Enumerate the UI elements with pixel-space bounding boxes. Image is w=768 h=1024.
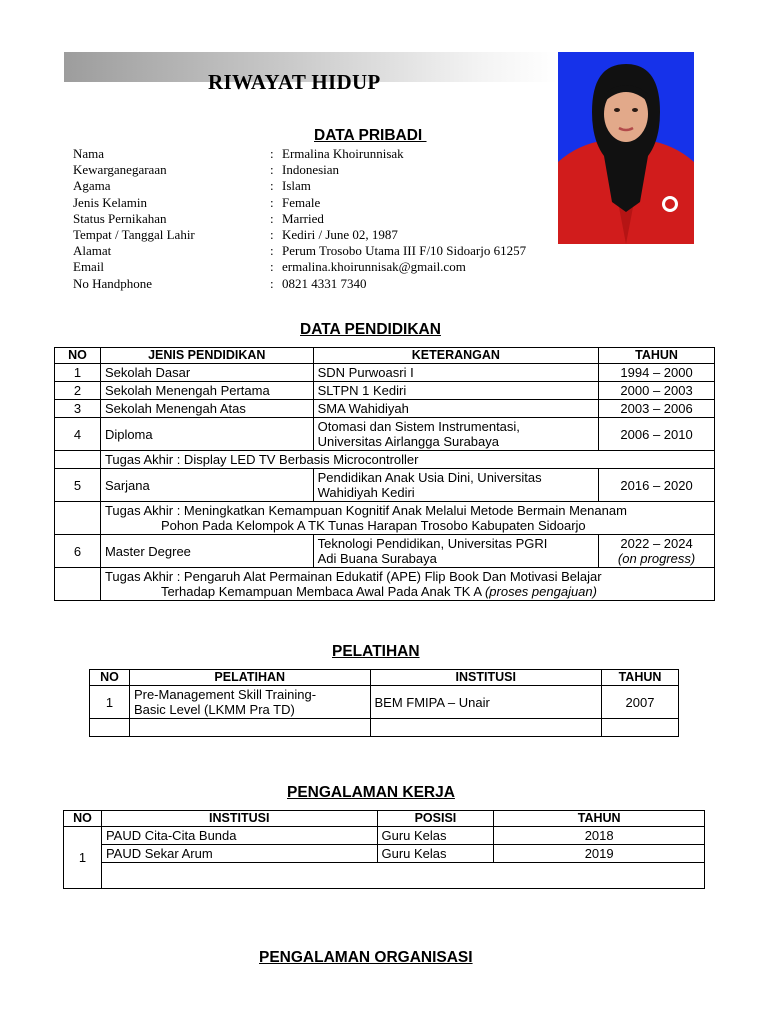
- work-institution: PAUD Sekar Arum: [101, 845, 377, 863]
- field-value: 0821 4331 7340: [282, 275, 367, 291]
- education-table: [54, 347, 715, 601]
- field-label: Nama: [73, 146, 105, 161]
- personal-row-agama: [73, 178, 526, 194]
- field-label: Alamat: [73, 243, 112, 259]
- detail-line: Adi Buana Surabaya: [317, 551, 437, 566]
- empty-cell: [101, 863, 704, 889]
- training-year: 2007: [602, 686, 679, 719]
- thesis-note: Tugas Akhir : Display LED TV Berbasis Microcontroller: [100, 451, 714, 469]
- colon: :: [270, 243, 274, 259]
- colon: :: [270, 194, 274, 210]
- detail-line: Wahidiyah Kediri: [317, 485, 415, 500]
- education-year: 2006 – 2010: [599, 418, 715, 451]
- column-header: INSTITUSI: [370, 670, 602, 686]
- education-year: 2000 – 2003: [599, 382, 715, 400]
- training-line: Basic Level (LKMM Pra TD): [133, 702, 295, 717]
- section-title-organisasi: PENGALAMAN ORGANISASI: [259, 949, 473, 966]
- column-header: NO: [90, 670, 130, 686]
- training-table: [89, 669, 679, 737]
- education-detail: SLTPN 1 Kediri: [313, 382, 599, 400]
- table-row: [55, 364, 715, 382]
- page-title: RIWAYAT HIDUP: [208, 70, 381, 94]
- year-status: (on progress): [617, 551, 696, 566]
- detail-line: Universitas Airlangga Surabaya: [317, 434, 499, 449]
- row-number: 5: [55, 469, 101, 502]
- note-status: (proses pengajuan): [484, 584, 597, 599]
- row-number: 1: [64, 827, 102, 889]
- education-type: Sekolah Menengah Pertama: [100, 382, 313, 400]
- table-note-row: [55, 451, 715, 469]
- personal-row-ttl: [73, 227, 526, 243]
- colon: :: [270, 210, 274, 226]
- field-label: Status Pernikahan: [73, 210, 167, 226]
- work-table: [63, 810, 705, 889]
- education-detail: SDN Purwoasri I: [313, 364, 599, 382]
- table-row: [55, 382, 715, 400]
- year-line: 2022 – 2024: [620, 536, 693, 551]
- empty-cell: [602, 719, 679, 737]
- field-value: Ermalina Khoirunnisak: [282, 146, 404, 161]
- thesis-note: [100, 502, 714, 535]
- table-row: [64, 827, 705, 845]
- colon: :: [270, 162, 274, 178]
- training-institution: BEM FMIPA – Unair: [370, 686, 602, 719]
- personal-row-email: [73, 259, 526, 275]
- empty-cell: [370, 719, 602, 737]
- column-header: INSTITUSI: [101, 811, 377, 827]
- table-row-empty: [90, 719, 679, 737]
- education-year: 1994 – 2000: [599, 364, 715, 382]
- section-title-pribadi: DATA PRIBADI: [314, 127, 427, 144]
- table-header-row: [64, 811, 705, 827]
- note-line: Tugas Akhir : Pengaruh Alat Permainan Edukatif (APE) Flip Book Dan Motivasi Belajar: [104, 569, 602, 584]
- table-row: [55, 418, 715, 451]
- colon: :: [270, 259, 274, 275]
- detail-line: Teknologi Pendidikan, Universitas PGRI: [317, 536, 548, 551]
- note-line: Pohon Pada Kelompok A TK Tunas Harapan Trosobo Kabupaten Sidoarjo: [160, 518, 586, 533]
- thesis-note: [100, 568, 714, 601]
- training-line: Pre-Management Skill Training-: [133, 687, 317, 702]
- column-header: POSISI: [377, 811, 494, 827]
- table-header-row: [90, 670, 679, 686]
- table-note-row: [55, 568, 715, 601]
- empty-cell: [55, 568, 101, 601]
- education-year: 2016 – 2020: [599, 469, 715, 502]
- colon: :: [270, 226, 274, 242]
- personal-row-handphone: [73, 276, 526, 292]
- table-row: [55, 535, 715, 568]
- note-line: Tugas Akhir : Meningkatkan Kemampuan Kognitif Anak Melalui Metode Bermain Menanam: [104, 503, 627, 518]
- table-row: [64, 845, 705, 863]
- field-value: ermalina.khoirunnisak@gmail.com: [282, 259, 466, 275]
- table-row: [55, 469, 715, 502]
- row-number: 1: [55, 364, 101, 382]
- table-note-row: [55, 502, 715, 535]
- colon: :: [270, 178, 274, 194]
- empty-cell: [55, 502, 101, 535]
- personal-row-jenis-kelamin: [73, 195, 526, 211]
- training-name: [129, 686, 370, 719]
- field-label: Tempat / Tanggal Lahir: [73, 226, 195, 242]
- detail-line: Pendidikan Anak Usia Dini, Universitas: [317, 470, 542, 485]
- section-title-pelatihan: PELATIHAN: [332, 643, 420, 660]
- table-row-empty: [64, 863, 705, 889]
- portrait-image: [558, 52, 694, 244]
- field-value: Islam: [282, 178, 311, 194]
- column-header: NO: [55, 348, 101, 364]
- work-position: Guru Kelas: [377, 845, 494, 863]
- field-value: Kediri / June 02, 1987: [282, 226, 398, 242]
- field-label: No Handphone: [73, 275, 153, 291]
- section-title-kerja: PENGALAMAN KERJA: [287, 784, 455, 801]
- column-header: TAHUN: [494, 811, 705, 827]
- education-type: Sarjana: [100, 469, 313, 502]
- personal-row-status: [73, 211, 526, 227]
- work-year: 2019: [494, 845, 705, 863]
- education-detail: [313, 418, 599, 451]
- education-type: Sekolah Menengah Atas: [100, 400, 313, 418]
- field-value: Perum Trosobo Utama III F/10 Sidoarjo 61257: [282, 243, 527, 259]
- field-label: Jenis Kelamin: [73, 194, 148, 210]
- work-position: Guru Kelas: [377, 827, 494, 845]
- detail-line: Otomasi dan Sistem Instrumentasi,: [317, 419, 520, 434]
- table-row: [90, 686, 679, 719]
- column-header: TAHUN: [602, 670, 679, 686]
- row-number: 4: [55, 418, 101, 451]
- colon: :: [270, 146, 274, 161]
- row-number: 3: [55, 400, 101, 418]
- column-header: PELATIHAN: [129, 670, 370, 686]
- education-detail: [313, 469, 599, 502]
- education-year: [599, 535, 715, 568]
- field-label: Kewarganegaraan: [73, 162, 167, 178]
- work-institution: PAUD Cita-Cita Bunda: [101, 827, 377, 845]
- colon: :: [270, 275, 274, 291]
- note-line: Terhadap Kemampuan Membaca Awal Pada Anak TK A: [160, 584, 485, 599]
- education-detail: [313, 535, 599, 568]
- field-value: Married: [282, 210, 324, 226]
- column-header: TAHUN: [599, 348, 715, 364]
- personal-row-kewarganegaraan: [73, 162, 526, 178]
- section-title-pendidikan: DATA PENDIDIKAN: [300, 321, 441, 338]
- personal-row-nama: [73, 146, 526, 162]
- education-type: Master Degree: [100, 535, 313, 568]
- row-number: 1: [90, 686, 130, 719]
- column-header: NO: [64, 811, 102, 827]
- table-header-row: [55, 348, 715, 364]
- field-value: Indonesian: [282, 162, 340, 178]
- education-detail: SMA Wahidiyah: [313, 400, 599, 418]
- row-number: 6: [55, 535, 101, 568]
- field-label: Email: [73, 259, 105, 275]
- personal-row-alamat: [73, 243, 526, 259]
- column-header: JENIS PENDIDIKAN: [100, 348, 313, 364]
- education-type: Diploma: [100, 418, 313, 451]
- row-number: 2: [55, 382, 101, 400]
- education-year: 2003 – 2006: [599, 400, 715, 418]
- profile-photo: [558, 52, 694, 244]
- empty-cell: [90, 719, 130, 737]
- personal-data-list: [73, 146, 526, 292]
- field-label: Agama: [73, 178, 111, 194]
- empty-cell: [55, 451, 101, 469]
- work-year: 2018: [494, 827, 705, 845]
- field-value: Female: [282, 194, 321, 210]
- table-row: [55, 400, 715, 418]
- empty-cell: [129, 719, 370, 737]
- education-type: Sekolah Dasar: [100, 364, 313, 382]
- column-header: KETERANGAN: [313, 348, 599, 364]
